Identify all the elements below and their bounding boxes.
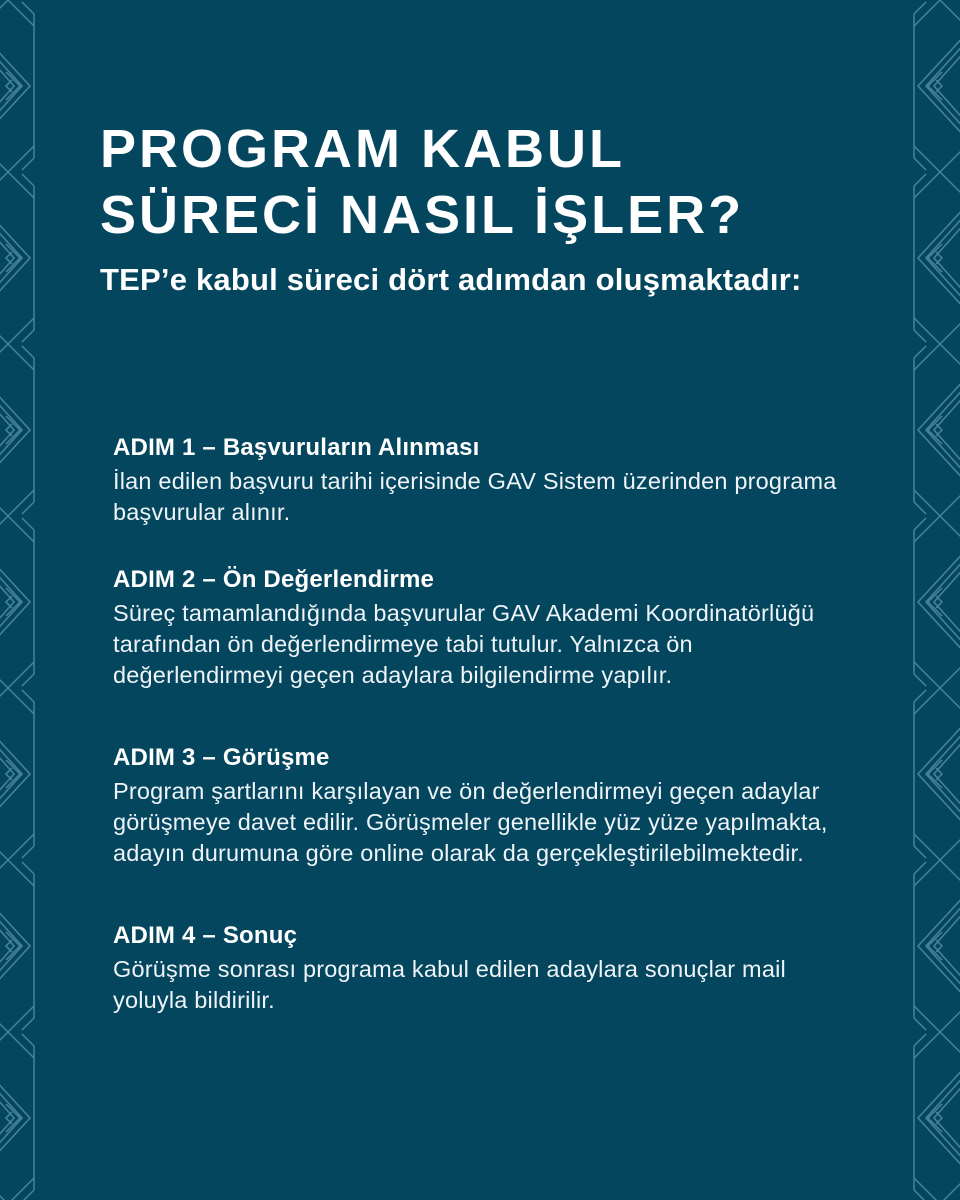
step-body-line: görüşmeye davet edilir. Görüşmeler genellikle yüz yüze yapılmakta, (113, 809, 828, 835)
title-line-1: PROGRAM KABUL (100, 119, 625, 179)
step-body-line: Program şartlarını karşılayan ve ön değerlendirmeyi geçen adaylar (113, 778, 820, 804)
step-body-line: değerlendirmeyi geçen adaylara bilgilendirme yapılır. (113, 662, 673, 688)
step-body-line: Süreç tamamlandığında başvurular GAV Akademi Koordinatörlüğü (113, 600, 815, 626)
step-item-3 (113, 743, 925, 869)
step-4-heading: ADIM 4 – Sonuç (113, 922, 298, 949)
step-body-line: yoluyla bildirilir. (113, 987, 275, 1013)
step-4-body (113, 954, 925, 1016)
seljuk-pattern-left-border-icon (0, 0, 40, 1200)
step-item-1 (113, 433, 925, 528)
step-2-body (113, 598, 925, 691)
step-body-line: başvurular alınır. (113, 499, 291, 525)
step-item-4 (113, 921, 925, 1016)
step-body-line: adayın durumuna göre online olarak da gerçekleştirilebilmektedir. (113, 840, 804, 866)
step-body-line: İlan edilen başvuru tarihi içerisinde GAV Sistem üzerinden programa (113, 468, 837, 494)
step-1-heading: ADIM 1 – Başvuruların Alınması (113, 434, 480, 461)
step-item-2 (113, 565, 925, 691)
step-3-heading: ADIM 3 – Görüşme (113, 744, 330, 771)
step-body-line: Görüşme sonrası programa kabul edilen adaylara sonuçlar mail (113, 956, 786, 982)
step-3-body (113, 776, 925, 869)
page-title (100, 116, 744, 248)
step-2-heading: ADIM 2 – Ön Değerlendirme (113, 566, 435, 593)
step-body-line: tarafından ön değerlendirmeye tabi tutulur. Yalnızca ön (113, 631, 693, 657)
step-1-body (113, 466, 925, 528)
page-subtitle: TEP’e kabul süreci dört adımdan oluşmaktadır: (100, 262, 802, 297)
title-line-2: SÜRECİ NASIL İŞLER? (100, 185, 745, 245)
